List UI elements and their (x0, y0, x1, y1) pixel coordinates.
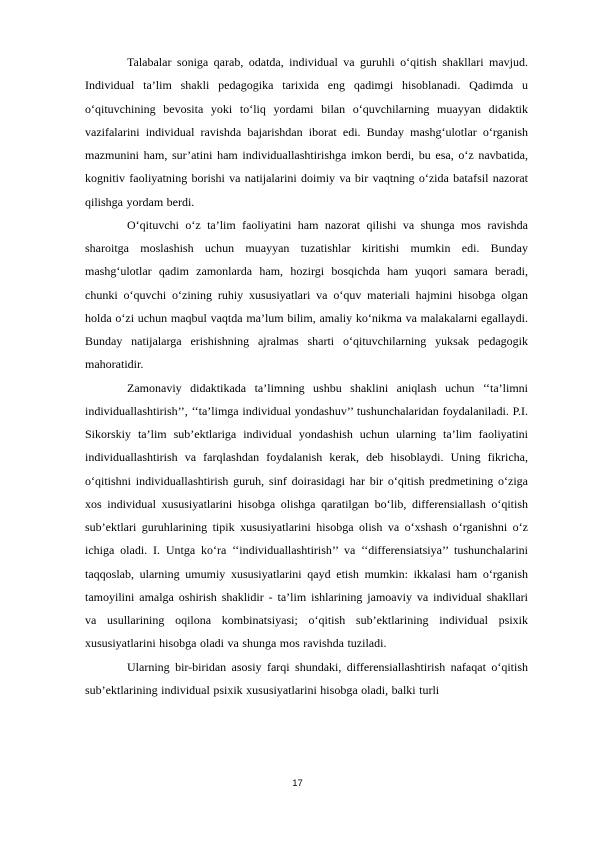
document-page (85, 51, 528, 702)
paragraph-2: O‘qituvchi o‘z ta’lim faoliyatini ham nazorat qilishi va shunga mos ravishda sharoitga moslashish uchun muayyan tuzatishlar kiritishi mumkin edi. Bunday mashg‘ulotlar qadim zamonlarda ham, hozirgi bosqichda ham yuqori samara beradi, chunki o‘quvchi o‘zining ruhiy xususiyatlari va o‘quv materiali hajmini hisobga olgan holda o‘zi uchun maqbul vaqtda ma’lum bilim, amaliy ko‘nikma va malakalarni egallaydi. Bunday natijalarga erishishning ajralmas sharti o‘qituvchilarning yuksak pedagogik mahoratidir. (85, 217, 528, 372)
paragraph-1: Talabalar soniga qarab, odatda, individual va guruhli o‘qitish shakllari mavjud. Individual ta’lim shakli pedagogika tarixida eng qadimgi hisoblanadi. Qadimda u o‘qituvchining bevosita yoki to‘liq yordami bilan o‘quvchilarning muayyan didaktik vazifalarini individual ravishda bajarishdan iborat edi. Bunday mashg‘ulotlar o‘rganish mazmunini ham, sur’atini ham individuallashtirishga imkon berdi, bu esa, o‘z navbatida, kognitiv faoliyatning borishi va natijalarini doimiy va bir vaqtning o‘zida batafsil nazorat qilishga yordam berdi. (85, 55, 528, 209)
paragraph-4: Ularning bir-biridan asosiy farqi shundaki, differensiallashtirish nafaqat o‘qitish sub’ektlarining individual psixik xususiyatlarini hisobga oladi, balki turli (85, 659, 528, 697)
page-number: 17 (292, 778, 303, 789)
paragraph-3: Zamonaviy didaktikada ta’limning ushbu shaklini aniqlash uchun ‘‘ta’limni individuallashtirish’’, ‘‘ta’limga individual yondashuv’’ tushunchalaridan foydalaniladi. P.I. Sikorskiy ta’lim sub’ektlariga individual yondashish uchun ularning ta’lim faoliyatini individuallashtirish va farqlashdan foydalanish kerak, deb hisoblaydi. Uning fikricha, o‘qitishni individuallashtirish guruh, sinf doirasidagi har bir o‘qitish predmetining o‘ziga xos individual xususiyatlarini hisobga olishga qaratilgan bo‘lib, differensiallash o‘qitish sub’ektlari guruhlarining tipik xususiyatlarini hisobga olish va o‘xshash o‘rganishni o‘z ichiga oladi. I. Untga ko‘ra ‘‘individuallashtirish’’ va ‘‘differensiatsiya’’ tushunchalarini taqqoslab, ularning umumiy xususiyatlarini qayd etish mumkin: ikkalasi ham o‘rganish tamoyilini amalga oshirish shaklidir - ta’lim ishlarining jamoaviy va individual shakllari va usullarining oqilona kombinatsiyasi; o‘qitish sub’ektlarining individual psixik xususiyatlarini hisobga oladi va shunga mos ravishda tuziladi. (85, 380, 528, 651)
